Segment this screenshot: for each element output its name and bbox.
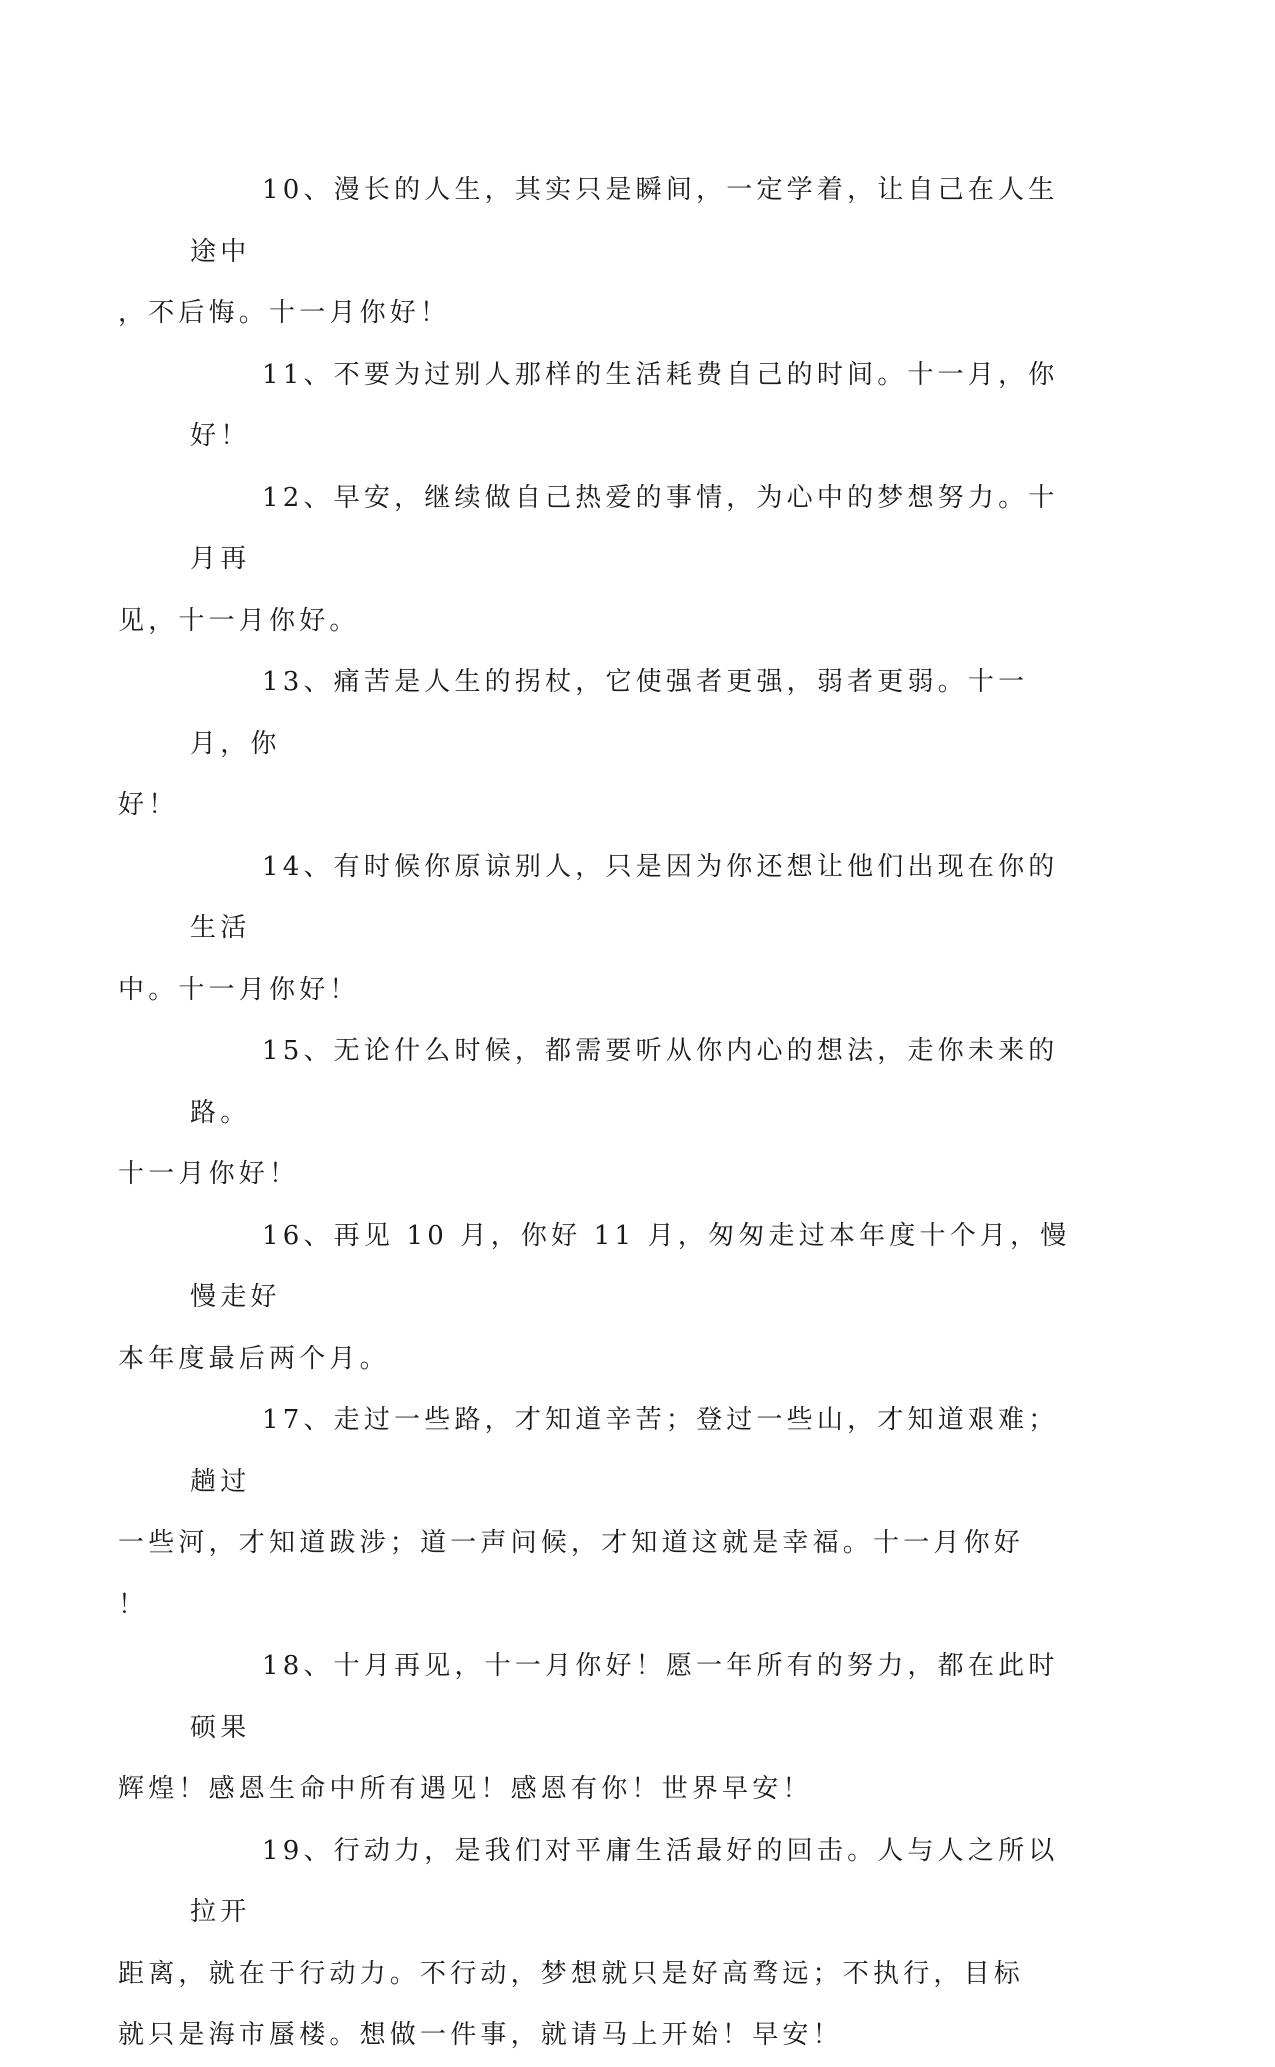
paragraph-line: 18、十月再见，十一月你好！愿一年所有的努力，都在此时硕果	[190, 1651, 1059, 1743]
paragraph-line: 见，十一月你好。	[118, 605, 360, 636]
paragraph-line: 好！	[118, 790, 179, 820]
paragraph-line: 13、痛苦是人生的拐杖，它使强者更强，弱者更弱。十一月，你	[190, 667, 1029, 759]
paragraph-line: 12、早安，继续做自己热爱的事情，为心中的梦想努力。十月再	[190, 482, 1059, 574]
paragraph-line: 10、漫长的人生，其实只是瞬间，一定学着，让自己在人生途中	[190, 175, 1059, 267]
paragraph	[118, 1390, 1080, 1636]
paragraph-line: 就只是海市蜃楼。想做一件事，就请马上开始！早安！	[118, 2020, 843, 2050]
paragraph-line: ！	[118, 1589, 149, 1620]
paragraph	[118, 1021, 1080, 1206]
paragraph	[118, 1206, 1080, 1391]
paragraph	[118, 837, 1080, 1022]
paragraph-line: 17、走过一些路，才知道辛苦；登过一些山，才知道艰难；趟过	[190, 1405, 1059, 1497]
paragraph-line: 15、无论什么时候，都需要听从你内心的想法，走你未来的路。	[190, 1036, 1059, 1128]
paragraph-line: 十一月你好！	[118, 1159, 300, 1189]
paragraph-line: 11、不要为过别人那样的生活耗费自己的时间。十一月，你好！	[190, 359, 1059, 451]
paragraph-line: 16、再见 10 月，你好 11 月，匆匆走过本年度十个月，慢慢走好	[190, 1220, 1071, 1312]
paragraph	[118, 652, 1080, 837]
paragraph	[118, 1821, 1080, 2067]
paragraph-line: 本年度最后两个月。	[118, 1343, 390, 1374]
paragraph	[118, 468, 1080, 653]
paragraph-line: 14、有时候你原谅别人，只是因为你还想让他们出现在你的生活	[190, 851, 1059, 943]
paragraph-line: 一些河，才知道跋涉；道一声问候，才知道这就是幸福。十一月你好	[118, 1528, 1025, 1558]
paragraph-line: 19、行动力，是我们对平庸生活最好的回击。人与人之所以拉开	[190, 1835, 1059, 1927]
paragraph-line: 辉煌！感恩生命中所有遇见！感恩有你！世界早安！	[118, 1774, 813, 1804]
paragraph-line: 中。十一月你好！	[118, 974, 360, 1005]
paragraph	[190, 345, 1080, 468]
paragraph-line: ，不后悔。十一月你好！	[118, 298, 451, 328]
document-body	[118, 160, 1080, 2067]
paragraph	[118, 1636, 1080, 1821]
paragraph-line: 距离，就在于行动力。不行动，梦想就只是好高骛远；不执行，目标	[118, 1958, 1025, 1989]
paragraph	[118, 160, 1080, 345]
